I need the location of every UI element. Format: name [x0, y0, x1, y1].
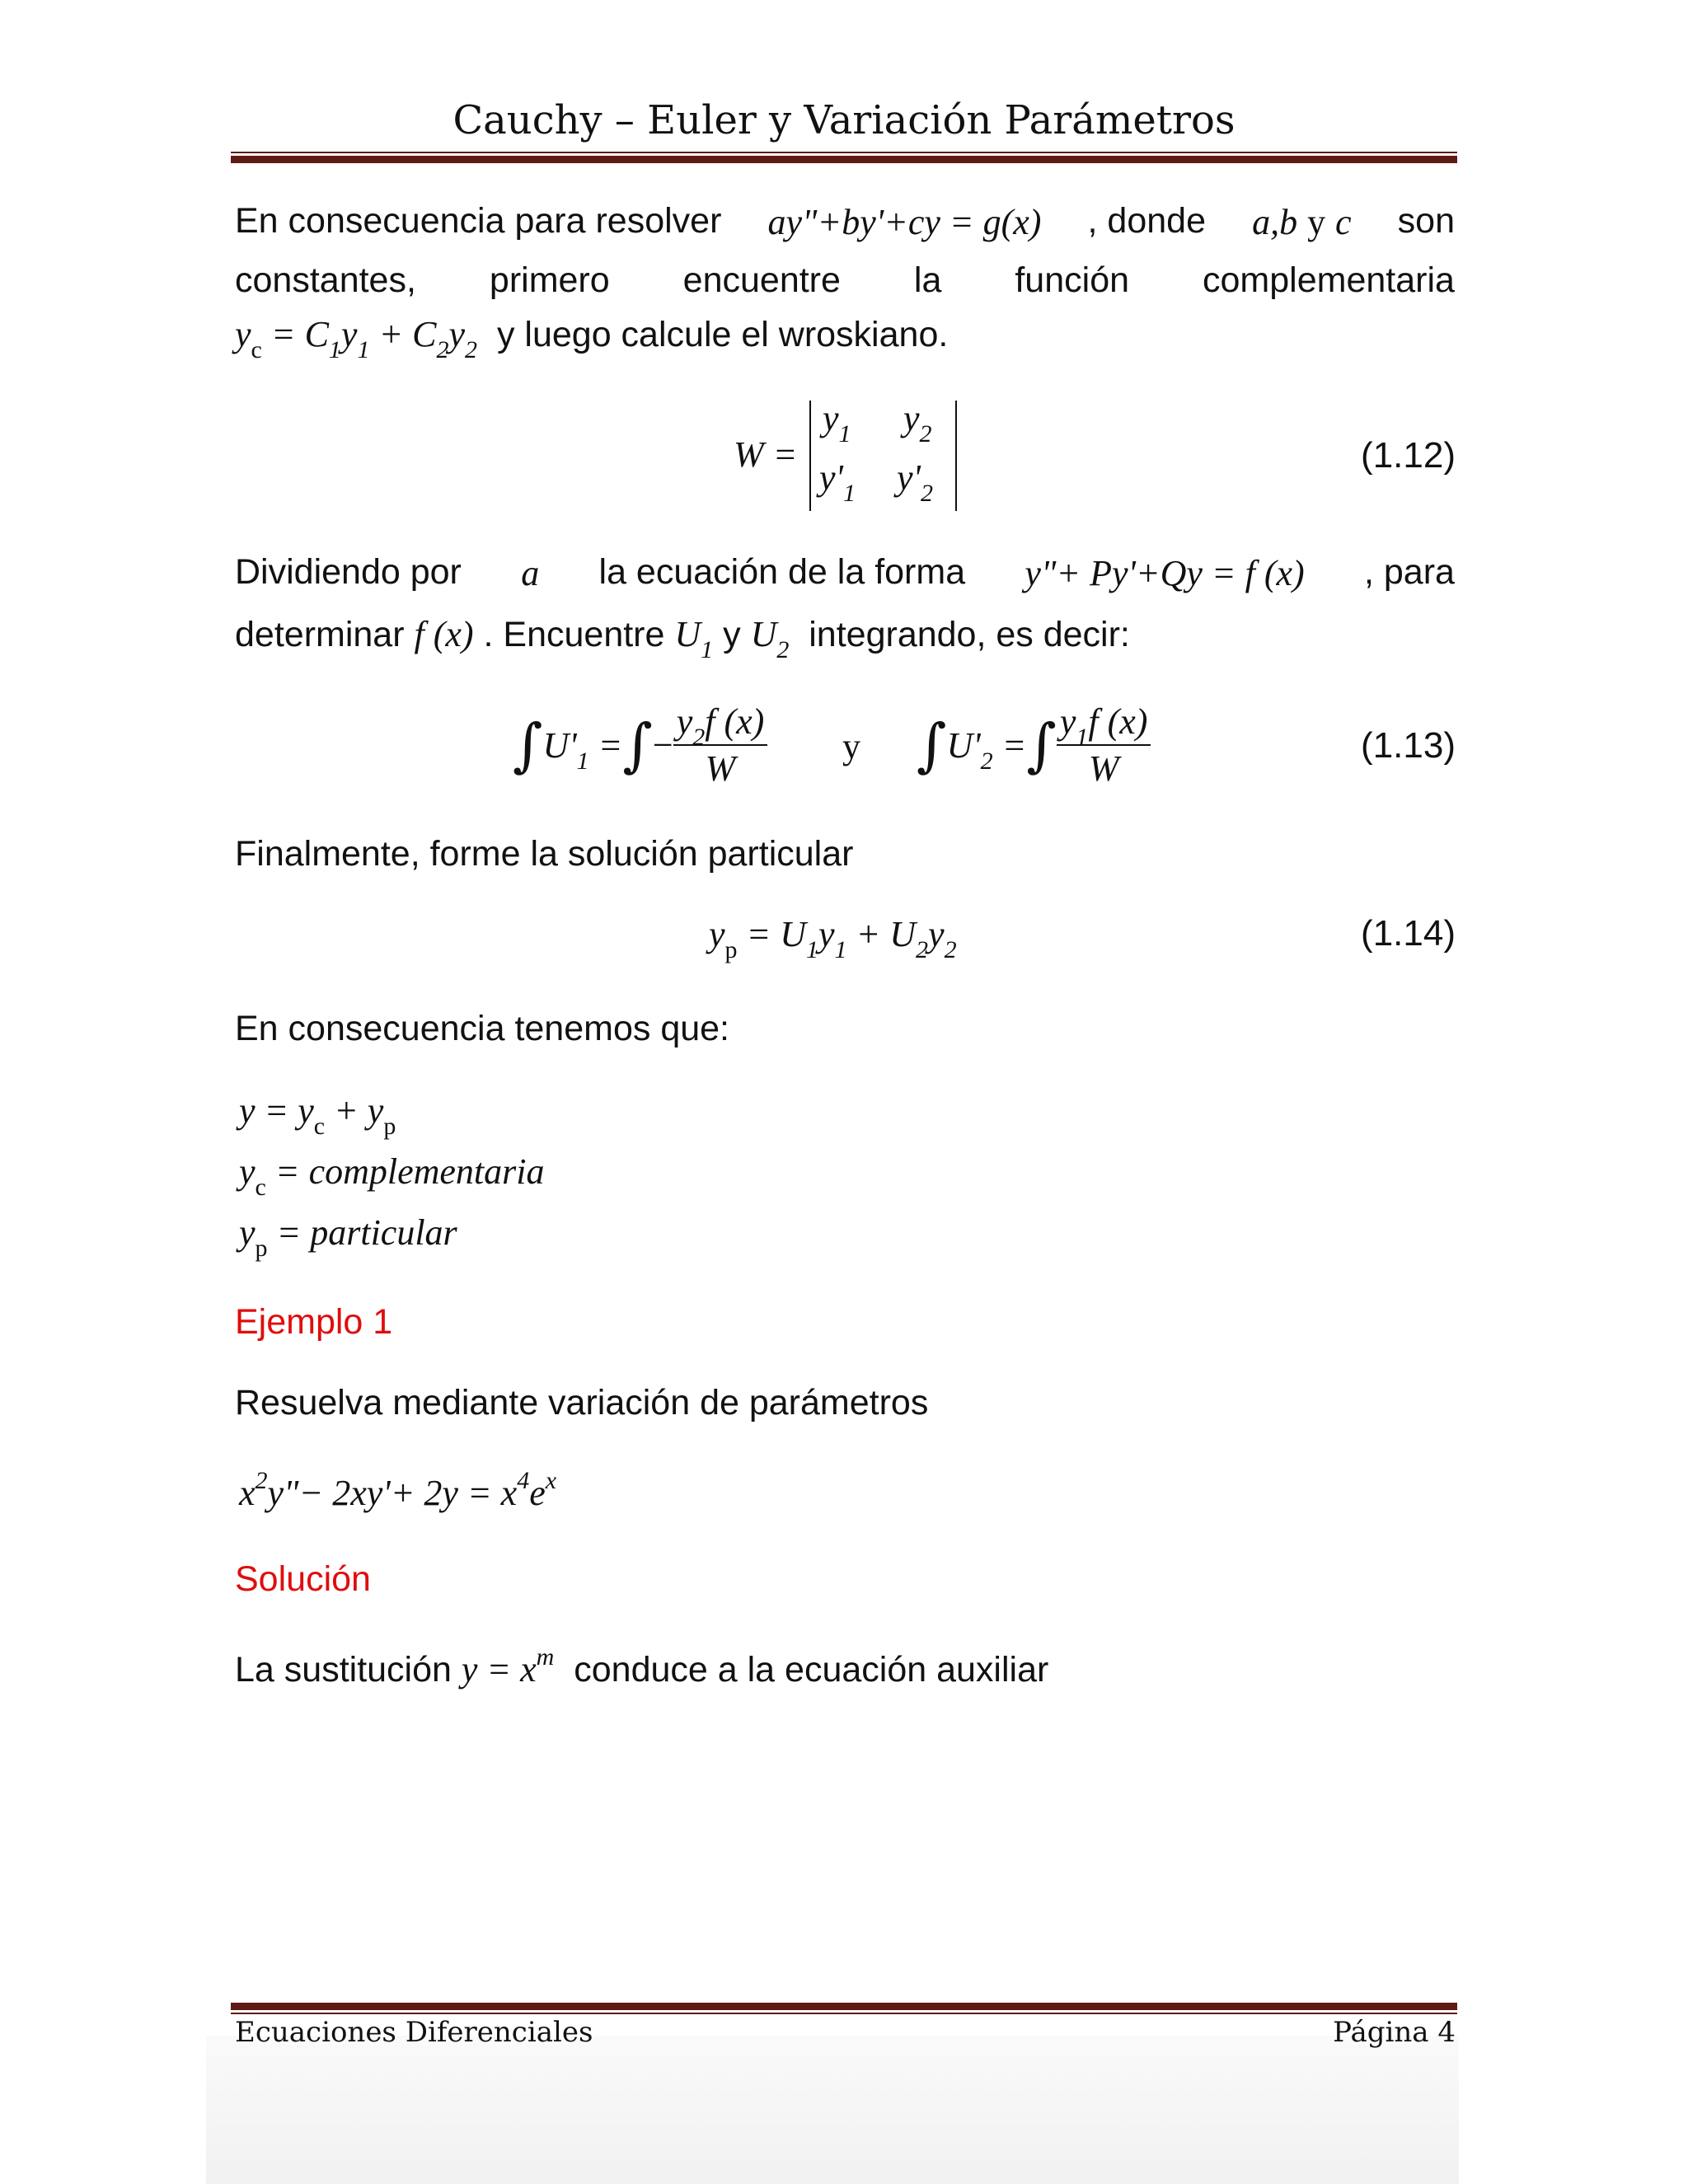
para2-line2: determinar f (x) . Encuentre $U_1$ y $U_2$ integrando, es decir: — [235, 614, 1130, 663]
substitution-line: La sustitución $y = x^m$ conduce a la ecuación auxiliar — [235, 1643, 1049, 1690]
footer-page-number: Página 4 — [1333, 2016, 1456, 2049]
yc-formula: $y_c = C_1y_1 + C_2y_2$ — [235, 314, 478, 363]
ode-general: ay"+by'+cy = g(x) — [767, 202, 1042, 242]
general-solution: $y = y_c + y_p$ — [239, 1090, 396, 1140]
para2-line1: Dividiendo por a la ecuación de la forma y"+ Py'+Qy = f (x) , para — [235, 552, 1455, 593]
para4: En consecuencia tenemos que: — [235, 1009, 730, 1048]
para1-line3 — [235, 313, 949, 363]
eq-label-1-13: (1.13) — [1361, 725, 1456, 766]
example-equation: $x^2y"- 2xy'+ 2y = x^4e^x$ — [239, 1467, 557, 1513]
footer-rule — [231, 2003, 1457, 2014]
para3: Finalmente, forme la solución particular — [235, 834, 854, 874]
example-prompt: Resuelva mediante variación de parámetros — [235, 1383, 929, 1422]
yp-definition: $y_p$ = particular — [239, 1212, 457, 1262]
para1-text1: En consecuencia para resolver — [235, 201, 722, 241]
example-title: Ejemplo 1 — [235, 1302, 393, 1342]
para1-text2: , donde — [1087, 201, 1206, 241]
bottom-shade — [206, 2036, 1459, 2184]
eq-label-1-14: (1.14) — [1361, 913, 1456, 954]
substitution-formula: $y = x^m$ — [461, 1643, 555, 1690]
para1-line2: constantes, primero encuentre la función complementaria — [235, 260, 1455, 300]
para1-text3: son — [1397, 201, 1455, 241]
para1-consts: a,b y c — [1252, 202, 1352, 242]
para1-text4: y luego calcule el wroskiano. — [496, 315, 949, 354]
page-header-title: Cauchy – Euler y Variación Parámetros — [452, 97, 1236, 143]
integral-u2: $\int U'_2$ =∫ $\frac{y_1f (x)}{W}$ — [917, 701, 1151, 790]
yp-formula: $y_p = U_1y_1 + U_2y_2$ — [709, 914, 957, 963]
standard-form: y"+ Py'+Qy = f (x) — [1025, 553, 1305, 593]
eq113-connector: y — [842, 726, 860, 766]
para1-line1 — [235, 201, 1455, 243]
wronskian-determinant: $y_1$ $y_2$ $y'_1$ $y'_2$ — [809, 401, 957, 511]
integral-u1: $\int U'_1$ =∫− $\frac{y_2f (x)}{W}$ — [513, 701, 767, 790]
yc-definition: $y_c$ = complementaria — [239, 1151, 545, 1201]
eq-label-1-12: (1.12) — [1361, 435, 1456, 476]
header-rule — [231, 152, 1457, 163]
solution-title: Solución — [235, 1559, 371, 1599]
wronskian-lhs: W = — [734, 434, 798, 475]
footer-course: Ecuaciones Diferenciales — [235, 2016, 593, 2049]
